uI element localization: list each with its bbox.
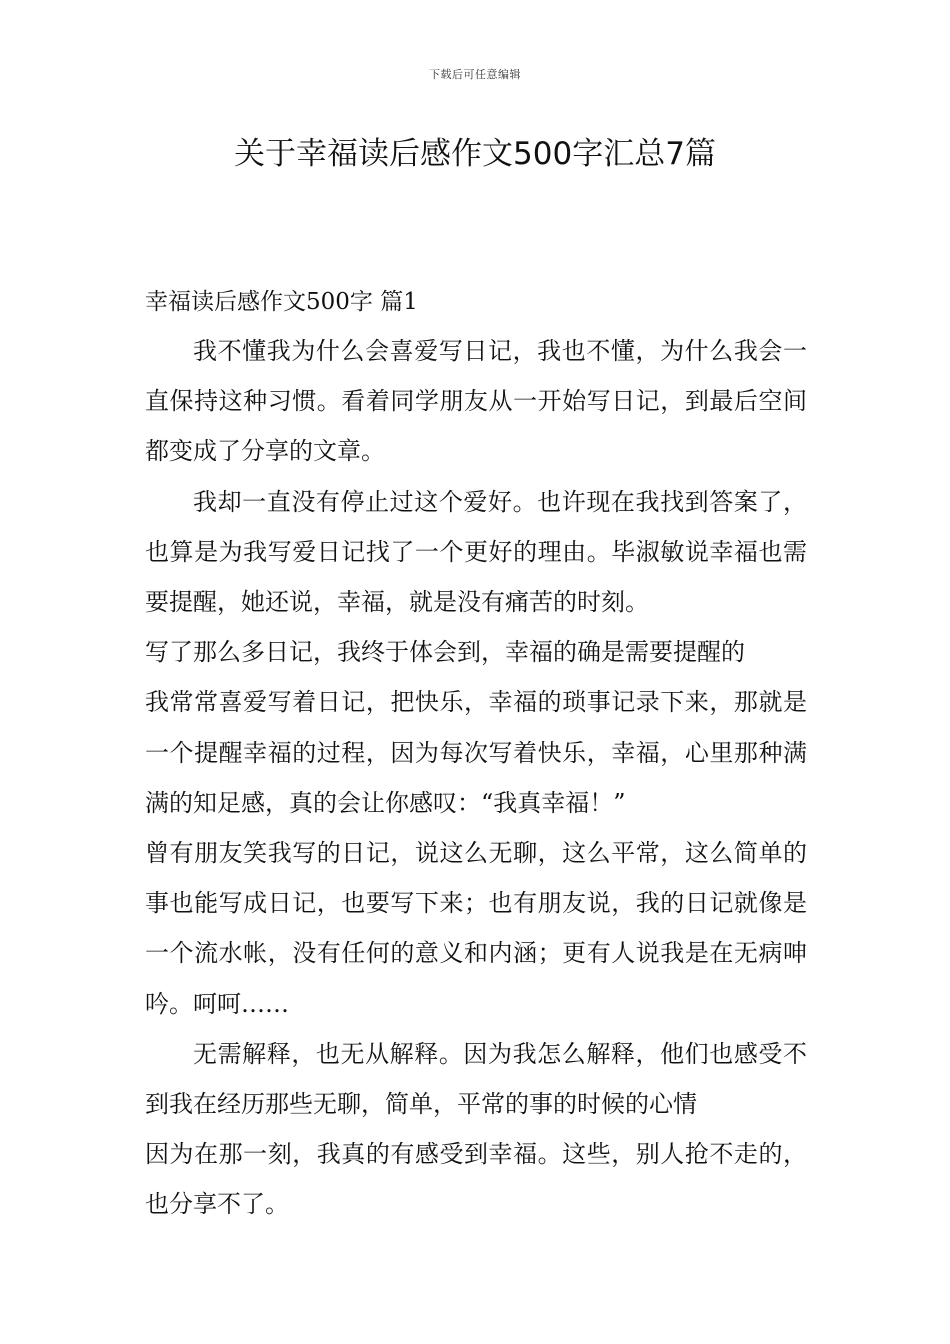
paragraph: 因为在那一刻，我真的有感受到幸福。这些，别人抢不走的，也分享不了。 [145, 1140, 807, 1219]
paragraph: 写了那么多日记，我终于体会到，幸福的确是需要提醒的 [145, 638, 745, 667]
paragraph: 我却一直没有停止过这个爱好。也许现在我找到答案了，也算是为我写爱日记找了一个更好的理由。毕淑敏说幸福也需要提醒，她还说，幸福，就是没有痛苦的时刻。 [145, 487, 807, 617]
document-title: 关于幸福读后感作文500字汇总7篇 [234, 136, 716, 172]
paragraph: 我常常喜爱写着日记，把快乐，幸福的琐事记录下来，那就是一个提醒幸福的过程，因为每次写着快乐，幸福，心里那种满满的知足感，真的会让你感叹：“我真幸福！” [145, 688, 807, 817]
header-note: 下载后可任意编辑 [429, 68, 521, 81]
paragraph: 无需解释，也无从解释。因为我怎么解释，他们也感受不到我在经历那些无聊，简单，平常的事的时候的心情 [145, 1039, 807, 1119]
document-body [145, 326, 807, 1230]
paragraph: 我不懂我为什么会喜爱写日记，我也不懂，为什么我会一直保持这种习惯。看着同学朋友从一开始写日记，到最后空间都变成了分享的文章。 [145, 337, 807, 466]
paragraph: 曾有朋友笑我写的日记，说这么无聊，这么平常，这么简单的事也能写成日记，也要写下来；也有朋友说，我的日记就像是一个流水帐，没有任何的意义和内涵；更有人说我是在无病呻吟。呵呵…… [145, 839, 807, 1018]
section-heading: 幸福读后感作文500字 篇1 [145, 289, 418, 315]
